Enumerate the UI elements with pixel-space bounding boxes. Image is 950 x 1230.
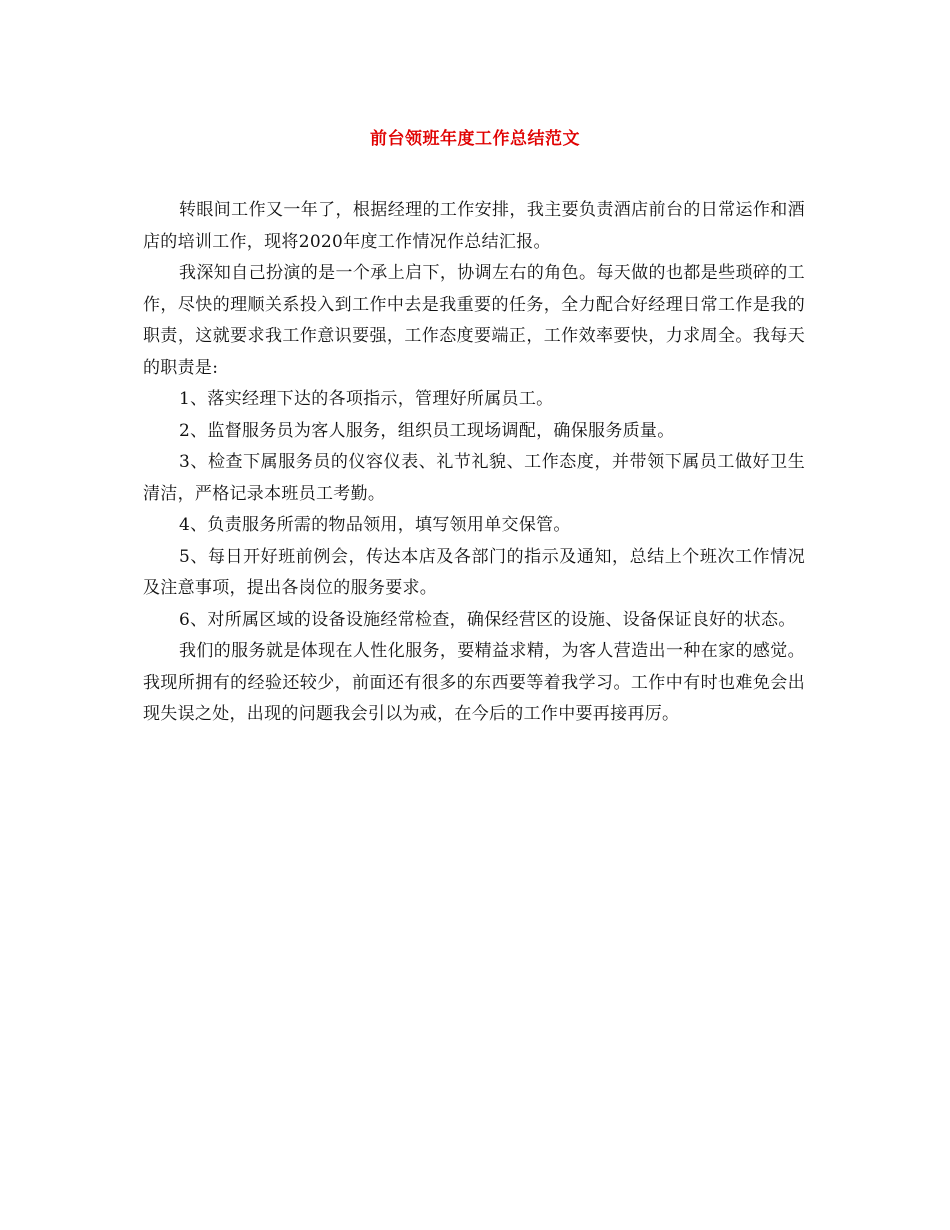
document-title: 前台领班年度工作总结范文 — [370, 129, 580, 149]
document-body — [143, 195, 805, 731]
list-item-duty-6: 6、对所属区域的设备设施经常检查，确保经营区的设施、设备保证良好的状态。 — [179, 609, 796, 630]
paragraph-conclusion: 我们的服务就是体现在人性化服务，要精益求精，为客人营造出一种在家的感觉。我现所拥有的经验还较少，前面还有很多的东西要等着我学习。工作中有时也难免会出现失误之处，出现的问题我会引以为戒，在今后的工作中要再接再厉。 — [143, 641, 805, 724]
list-item-duty-1: 1、落实经理下达的各项指示，管理好所属员工。 — [179, 389, 554, 409]
list-item-duty-3: 3、检查下属服务员的仪容仪表、礼节礼貌、工作态度，并带领下属员工做好卫生清洁，严格记录本班员工考勤。 — [143, 452, 805, 504]
list-item-duty-2: 2、监督服务员为客人服务，组织员工现场调配，确保服务质量。 — [179, 420, 675, 441]
list-item-duty-5: 5、每日开好班前例会，传达本店及各部门的指示及通知，总结上个班次工作情况及注意事项，提出各岗位的服务要求。 — [143, 546, 805, 598]
list-item-duty-4: 4、负责服务所需的物品领用，填写领用单交保管。 — [179, 515, 571, 535]
paragraph-intro: 转眼间工作又一年了，根据经理的工作安排，我主要负责酒店前台的日常运作和酒店的培训工作，现将2020年度工作情况作总结汇报。 — [143, 200, 805, 252]
paragraph-role: 我深知自己扮演的是一个承上启下，协调左右的角色。每天做的也都是些琐碎的工作，尽快的理顺关系投入到工作中去是我重要的任务，全力配合好经理日常工作是我的职责，这就要求我工作意识要强，工作态度要端正，工作效率要快，力求周全。我每天的职责是: — [143, 263, 805, 378]
